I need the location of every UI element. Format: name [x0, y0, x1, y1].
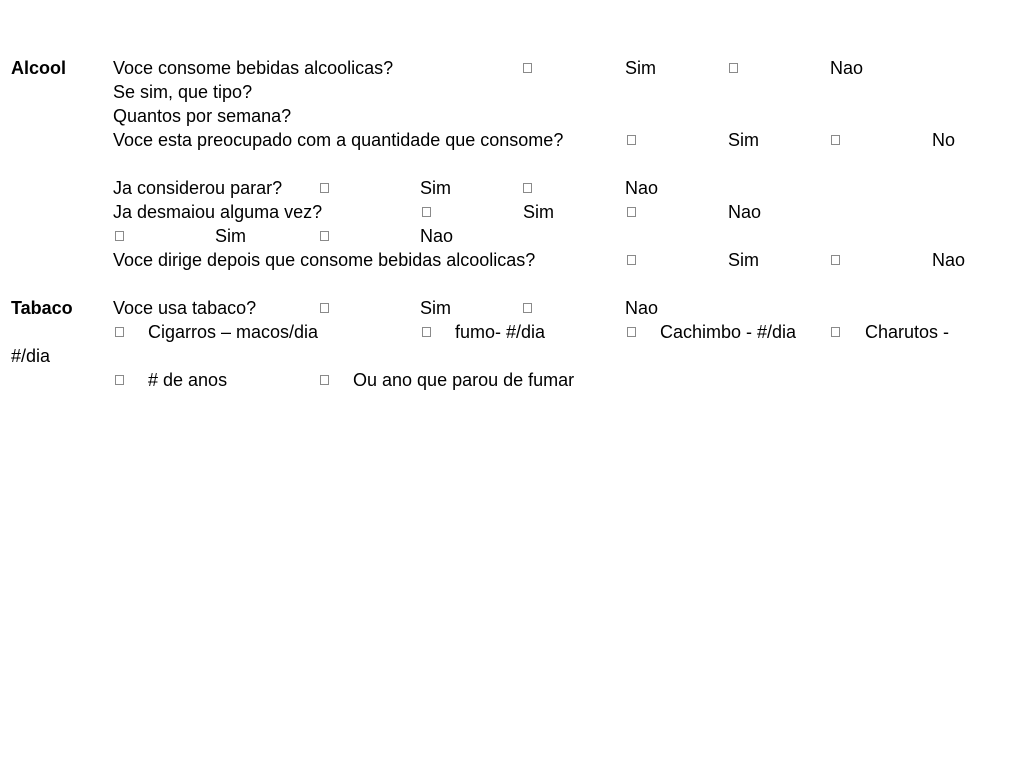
checkbox-consome-nao[interactable] — [729, 56, 749, 80]
label-cigarros: Cigarros – macos/dia — [148, 322, 319, 342]
label-parou: Ou ano que parou de fumar — [353, 370, 575, 390]
label-anos: # de anos — [148, 370, 228, 390]
label-dirige-sim: Sim — [728, 250, 759, 270]
question-semana: Quantos por semana? — [113, 106, 292, 126]
checkbox-tabaco-nao[interactable] — [523, 296, 543, 320]
question-preocupado: Voce esta preocupado com a quantidade que consome? — [113, 130, 564, 150]
question-dirige: Voce dirige depois que consome bebidas alcoolicas? — [113, 250, 536, 270]
checkbox-anos[interactable] — [115, 368, 135, 392]
checkbox-parou[interactable] — [320, 368, 340, 392]
checkbox-preocupado-sim[interactable] — [627, 128, 647, 152]
label-charutos-continued: #/dia — [11, 346, 51, 366]
checkbox-row7-sim[interactable] — [115, 224, 135, 248]
checkbox-row7-nao[interactable] — [320, 224, 340, 248]
checkbox-dirige-nao[interactable] — [831, 248, 851, 272]
label-dirige-nao: Nao — [932, 250, 966, 270]
checkbox-dirige-sim[interactable] — [627, 248, 647, 272]
label-preocupado-sim: Sim — [728, 130, 759, 150]
label-fumo: fumo- #/dia — [455, 322, 546, 342]
question-usa-tabaco: Voce usa tabaco? — [113, 298, 257, 318]
question-desmaiou: Ja desmaiou alguma vez? — [113, 202, 323, 222]
checkbox-fumo[interactable] — [422, 320, 442, 344]
question-consome: Voce consome bebidas alcoolicas? — [113, 58, 394, 78]
label-desmaiou-sim: Sim — [523, 202, 554, 222]
label-parar-nao: Nao — [625, 178, 659, 198]
label-row7-sim: Sim — [215, 226, 246, 246]
checkbox-cachimbo[interactable] — [627, 320, 647, 344]
checkbox-tabaco-sim[interactable] — [320, 296, 340, 320]
label-tabaco-nao: Nao — [625, 298, 659, 318]
label-charutos: Charutos - — [865, 322, 950, 342]
checkbox-parar-sim[interactable] — [320, 176, 340, 200]
label-desmaiou-nao: Nao — [728, 202, 762, 222]
question-tipo: Se sim, que tipo? — [113, 82, 253, 102]
label-parar-sim: Sim — [420, 178, 451, 198]
checkbox-desmaiou-sim[interactable] — [422, 200, 442, 224]
checkbox-desmaiou-nao[interactable] — [627, 200, 647, 224]
label-consome-nao: Nao — [830, 58, 864, 78]
label-cachimbo: Cachimbo - #/dia — [660, 322, 797, 342]
checkbox-preocupado-no[interactable] — [831, 128, 851, 152]
section-heading-tabaco: Tabaco — [11, 298, 73, 318]
checkbox-charutos[interactable] — [831, 320, 851, 344]
checkbox-cigarros[interactable] — [115, 320, 135, 344]
section-heading-alcool: Alcool — [11, 58, 67, 78]
label-consome-sim: Sim — [625, 58, 656, 78]
label-tabaco-sim: Sim — [420, 298, 451, 318]
label-preocupado-no: No — [932, 130, 956, 150]
label-row7-nao: Nao — [420, 226, 454, 246]
checkbox-consome-sim[interactable] — [523, 56, 543, 80]
checkbox-parar-nao[interactable] — [523, 176, 543, 200]
question-parar: Ja considerou parar? — [113, 178, 283, 198]
